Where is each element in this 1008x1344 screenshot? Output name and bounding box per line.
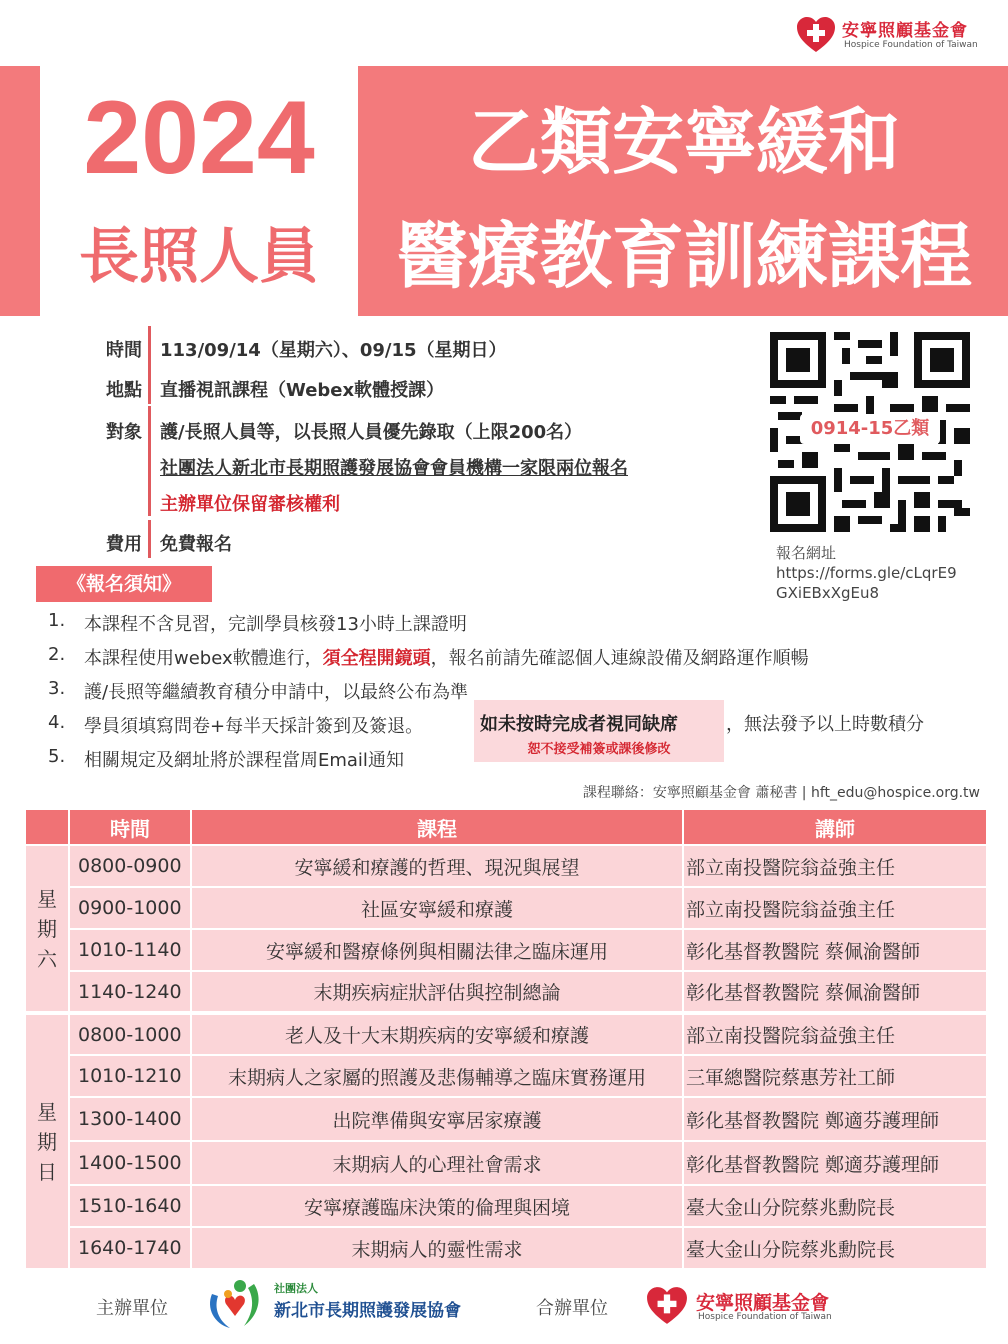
- co-org-name: 安寧照顧基金會: [696, 1292, 830, 1314]
- cell-teacher: 部立南投醫院翁益強主任: [683, 1013, 987, 1055]
- cell-teacher: 三軍總醫院蔡惠芳社工師: [683, 1055, 987, 1097]
- cell-course: 末期病人的心理社會需求: [191, 1141, 683, 1185]
- co-org-name-en: Hospice Foundation of Taiwan: [698, 1312, 832, 1322]
- notice-item-5: 相關規定及網址將於課程當周Email通知: [84, 750, 404, 771]
- notice-num: 3.: [48, 678, 66, 699]
- heart-cross-icon: [796, 16, 836, 54]
- cell-teacher: 彰化基督教醫院 鄭適芬護理師: [683, 1097, 987, 1141]
- host-org-name: 新北市長期照護發展協會: [274, 1301, 461, 1321]
- cell-teacher: 臺大金山分院蔡兆勳院長: [683, 1185, 987, 1227]
- notice-item-3: 護/長照等繼續教育積分申請中，以最終公布為準: [84, 682, 469, 703]
- place-value: 直播視訊課程（Webex軟體授課）: [160, 380, 445, 401]
- target-label: 對象: [106, 422, 142, 443]
- time-value: 113/09/14（星期六）、09/15（星期日）: [160, 340, 507, 361]
- table-row: [25, 971, 987, 1013]
- table-row: [25, 1055, 987, 1097]
- table-row: [25, 1097, 987, 1141]
- day-sunday: 星 期 日: [25, 1013, 69, 1269]
- table-row: [25, 1013, 987, 1055]
- cell-time: 0900-1000: [69, 887, 191, 929]
- target-line2: 社團法人新北市長期照護發展協會會員機構一家限兩位報名: [160, 458, 628, 479]
- table-row: [25, 845, 987, 887]
- cell-time: 0800-1000: [69, 1013, 191, 1055]
- notice-item-2-post: ，報名前請先確認個人連線設備及網路運作順暢: [430, 648, 809, 669]
- registration-url-line1[interactable]: https://forms.gle/cLqrE9: [776, 564, 957, 582]
- cell-course: 安寧緩和療護的哲理、現況與展望: [191, 845, 683, 887]
- header-day: [25, 809, 69, 845]
- cell-time: 1010-1140: [69, 929, 191, 971]
- banner-title-line1: 乙類安寧緩和: [467, 100, 900, 184]
- qr-badge: 0914-15乙類: [800, 414, 940, 444]
- notice-num: 4.: [48, 712, 66, 733]
- cell-teacher: 彰化基督教醫院 鄭適芬護理師: [683, 1141, 987, 1185]
- notice-item-2-pre: 本課程使用webex軟體進行，: [84, 648, 323, 669]
- co-host-label: 合辦單位: [536, 1298, 608, 1319]
- registration-label: 報名網址: [776, 544, 837, 562]
- fee-value: 免費報名: [160, 534, 232, 555]
- cell-teacher: 部立南投醫院翁益強主任: [683, 845, 987, 887]
- table-row: [25, 1185, 987, 1227]
- place-label: 地點: [106, 380, 142, 401]
- target-line3: 主辦單位保留審核權利: [160, 494, 340, 515]
- notice-num: 1.: [48, 610, 66, 631]
- cell-teacher: 部立南投醫院翁益強主任: [683, 887, 987, 929]
- notice-item-4-post: ，無法發予以上時數積分: [726, 714, 924, 735]
- table-row: [25, 887, 987, 929]
- notice-item-2: [84, 644, 809, 670]
- notice-title: 《報名須知》: [36, 566, 212, 602]
- org-name: 安寧照顧基金會: [842, 21, 968, 41]
- notice-num: 2.: [48, 644, 66, 665]
- table-row: [25, 1227, 987, 1269]
- target-line1: 護/長照人員等，以長照人員優先錄取（上限200名）: [160, 422, 583, 443]
- cell-time: 1140-1240: [69, 971, 191, 1013]
- banner-year: 2024: [83, 80, 315, 196]
- banner-title-line2: 醫療教育訓練課程: [395, 214, 972, 298]
- notice-item-2-highlight: 須全程開鏡頭: [322, 648, 431, 669]
- table-row: [25, 1141, 987, 1185]
- cell-time: 1510-1640: [69, 1185, 191, 1227]
- cell-course: 末期疾病症狀評估與控制總論: [191, 971, 683, 1013]
- host-org-small: 社團法人: [274, 1282, 318, 1295]
- cell-time: 0800-0900: [69, 845, 191, 887]
- info-divider: [148, 326, 151, 368]
- info-divider: [148, 520, 151, 558]
- org-logo-top: [796, 14, 986, 56]
- cell-course: 安寧療護臨床決策的倫理與困境: [191, 1185, 683, 1227]
- cell-teacher: 彰化基督教醫院 蔡佩渝醫師: [683, 971, 987, 1013]
- cell-course: 安寧緩和醫療條例與相關法律之臨床運用: [191, 929, 683, 971]
- table-header-row: [25, 809, 987, 845]
- warning-main-text: 如未按時完成者視同缺席: [480, 714, 678, 735]
- cell-course: 末期病人之家屬的照護及悲傷輔導之臨床實務運用: [191, 1055, 683, 1097]
- cell-teacher: 彰化基督教醫院 蔡佩渝醫師: [683, 929, 987, 971]
- cell-time: 1010-1210: [69, 1055, 191, 1097]
- cell-time: 1300-1400: [69, 1097, 191, 1141]
- day-saturday: 星 期 六: [25, 845, 69, 1013]
- fee-label: 費用: [106, 534, 142, 555]
- info-divider: [148, 406, 151, 516]
- contact-info: 課程聯絡：安寧照顧基金會 蕭秘書 | hft_edu@hospice.org.tw: [582, 785, 980, 801]
- header-time: 時間: [69, 809, 191, 845]
- host-org-logo: [204, 1274, 474, 1334]
- notice-item-4-pre: 學員須填寫問卷+每半天採計簽到及簽退。: [84, 716, 424, 737]
- cell-course: 末期病人的靈性需求: [191, 1227, 683, 1269]
- host-label: 主辦單位: [96, 1298, 168, 1319]
- heart-cross-icon: [646, 1286, 688, 1326]
- banner-left-subtitle: 長照人員: [79, 222, 319, 292]
- header-course: 課程: [191, 809, 683, 845]
- cell-course: 社區安寧緩和療護: [191, 887, 683, 929]
- header-teacher: 講師: [683, 809, 987, 845]
- cell-course: 老人及十大末期疾病的安寧緩和療護: [191, 1013, 683, 1055]
- schedule-table: [24, 808, 988, 1270]
- info-divider: [148, 368, 151, 404]
- co-host-logo: [646, 1284, 846, 1328]
- table-row: [25, 929, 987, 971]
- notice-num: 5.: [48, 746, 66, 767]
- notice-item-1: 本課程不含見習，完訓學員核發13小時上課證明: [84, 614, 467, 635]
- registration-url-line2[interactable]: GXiEBxXgEu8: [776, 584, 880, 602]
- org-name-en: Hospice Foundation of Taiwan: [844, 40, 978, 50]
- warning-sub-text: 恕不接受補簽或課後修改: [527, 742, 671, 757]
- cell-time: 1640-1740: [69, 1227, 191, 1269]
- time-label: 時間: [106, 340, 142, 361]
- cell-course: 出院準備與安寧居家療護: [191, 1097, 683, 1141]
- cell-teacher: 臺大金山分院蔡兆勳院長: [683, 1227, 987, 1269]
- cell-time: 1400-1500: [69, 1141, 191, 1185]
- host-org-emblem-icon: [204, 1274, 266, 1332]
